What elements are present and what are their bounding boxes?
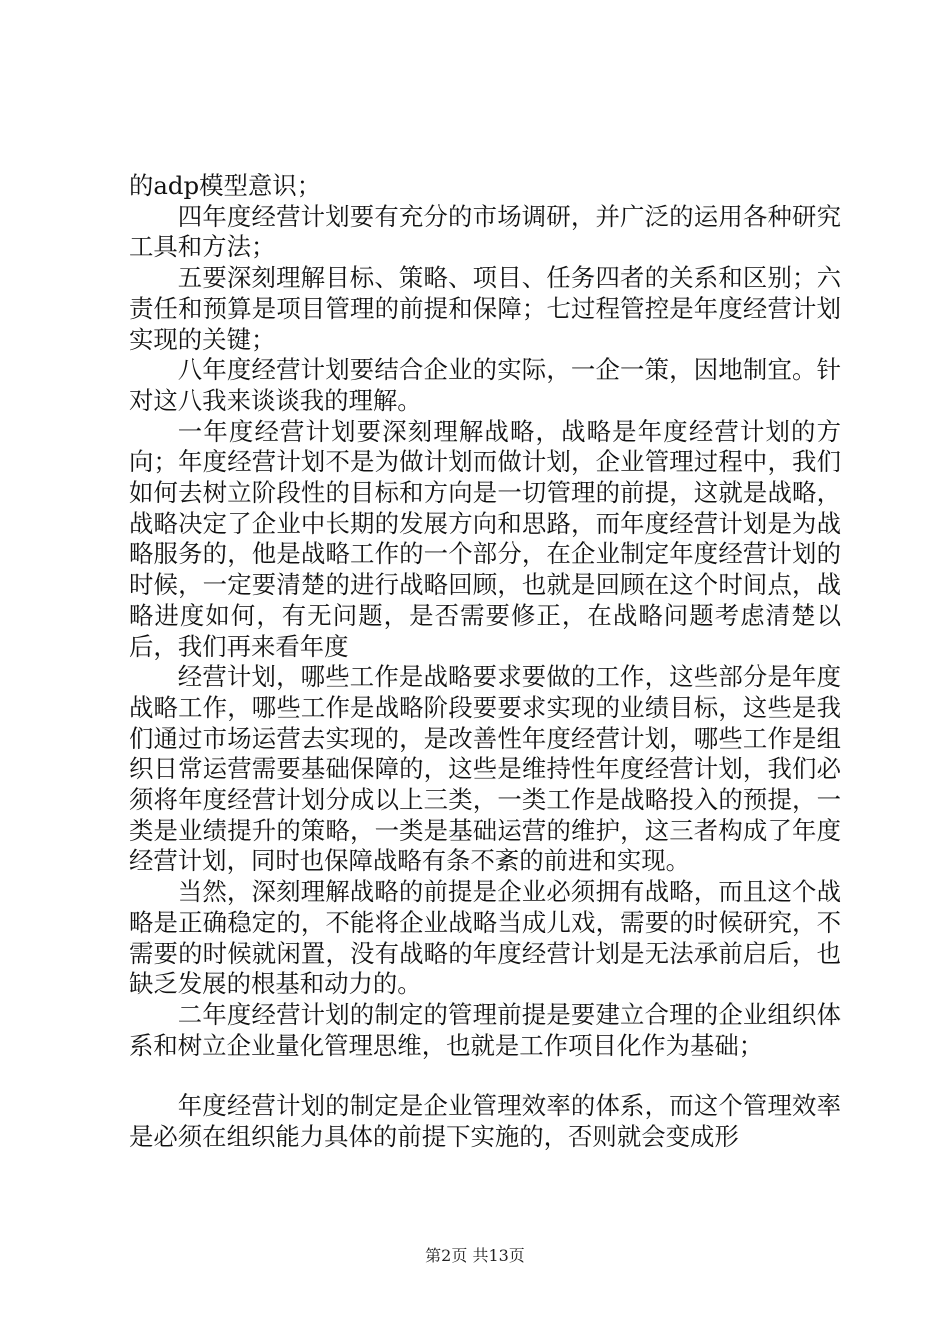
paragraph-strategy-premise: 当然，深刻理解战略的前提是企业必须拥有战略，而且这个战略是正确稳定的，不能将企业战略当成儿戏，需要的时候研究，不需要的时候就闲置，没有战略的年度经营计划是无法承前启后，也缺乏发展的根基和动力的。: [129, 877, 841, 999]
paragraph-adp: 的adp模型意识；: [129, 171, 322, 200]
paragraph-efficiency: 年度经营计划的制定是企业管理效率的体系，而这个管理效率是必须在组织能力具体的前提下实施的，否则就会变成形: [129, 1091, 841, 1152]
body-text: [129, 171, 841, 1153]
paragraph-three-categories: 经营计划，哪些工作是战略要求要做的工作，这些部分是年度战略工作，哪些工作是战略阶段要要求实现的业绩目标，这些是我们通过市场运营去实现的，是改善性年度经营计划，哪些工作是组织日常运营需要基础保障的，这些是维持性年度经营计划，我们必须将年度经营计划分成以上三类，一类工作是战略投入的预提，一类是业绩提升的策略，一类是基础运营的维护，这三者构成了年度经营计划，同时也保障战略有条不紊的前进和实现。: [129, 662, 841, 876]
paragraph-point-5-7: 五要深刻理解目标、策略、项目、任务四者的关系和区别；六责任和预算是项目管理的前提和保障；七过程管控是年度经营计划实现的关键；: [129, 263, 841, 354]
page-number-footer: 第2页 共13页: [425, 1246, 525, 1265]
paragraph-point-8: 八年度经营计划要结合企业的实际，一企一策，因地制宜。针对这八我来谈谈我的理解。: [129, 355, 841, 415]
paragraph-understanding-1: 一年度经营计划要深刻理解战略，战略是年度经营计划的方向；年度经营计划不是为做计划而做计划，企业管理过程中，我们如何去树立阶段性的目标和方向是一切管理的前提，这就是战略，战略决定了企业中长期的发展方向和思路，而年度经营计划是为战略服务的，他是战略工作的一个部分，在企业制定年度经营计划的时候，一定要清楚的进行战略回顾，也就是回顾在这个时间点，战略进度如何，有无问题，是否需要修正，在战略问题考虑清楚以后，我们再来看年度: [129, 416, 841, 661]
paragraph-understanding-2: 二年度经营计划的制定的管理前提是要建立合理的企业组织体系和树立企业量化管理思维，也就是工作项目化作为基础；: [129, 999, 841, 1060]
paragraph-point-4: 四年度经营计划要有充分的市场调研，并广泛的运用各种研究工具和方法；: [129, 201, 841, 262]
